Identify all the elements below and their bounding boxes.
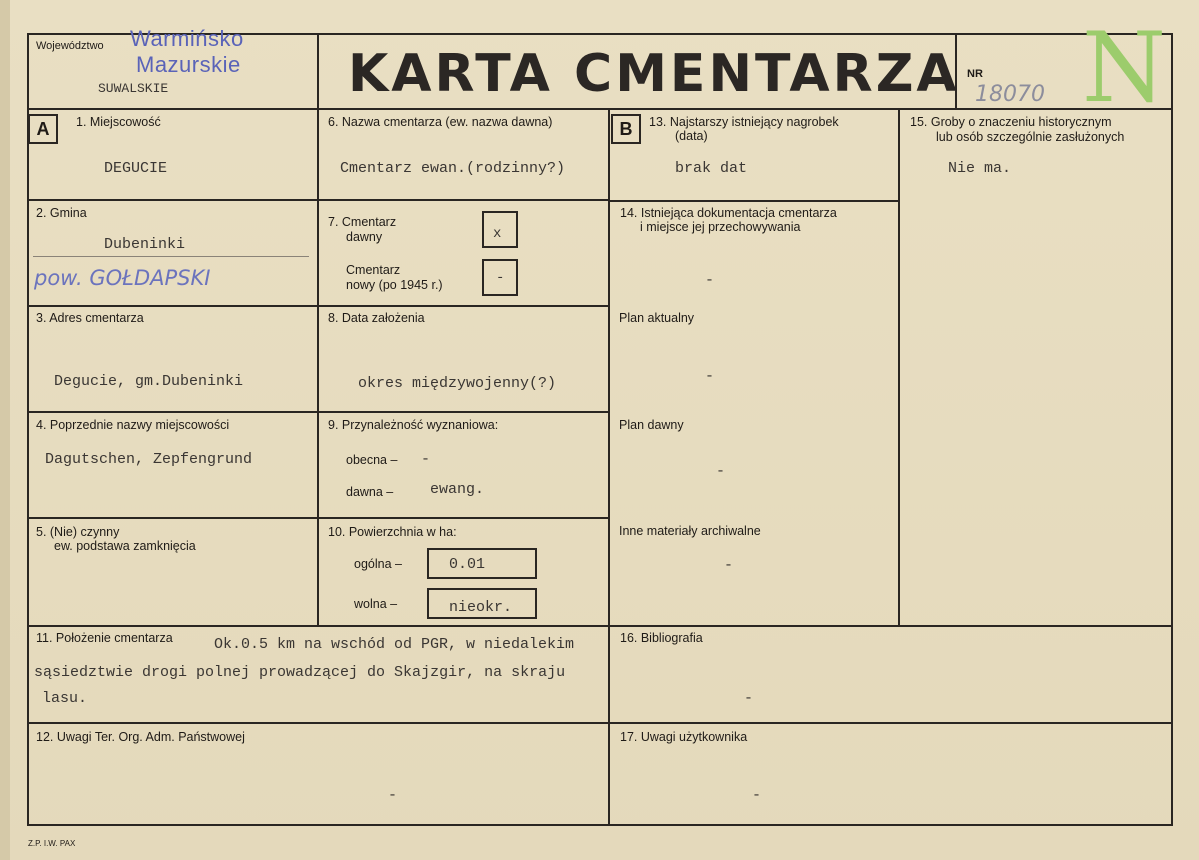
f15-label-line1: 15. Groby o znaczeniu historycznym [910,115,1112,129]
other-archives-value: - [724,557,734,574]
f8-value: okres międzywojenny(?) [358,375,557,392]
f15-label-line2: lub osób szczególnie zasłużonych [936,130,1125,144]
f16-label: 16. Bibliografia [620,631,703,645]
f10-free-label: wolna – [354,597,398,611]
f17-value: - [752,787,762,804]
f16-value: - [744,690,754,707]
row-line-200-b [610,200,898,202]
f10-total-label: ogólna – [354,557,402,571]
row-line-200-left [27,199,610,201]
f13-value: brak dat [675,160,748,177]
f10-total-value: 0.01 [449,556,486,573]
gmina-underline [33,256,309,257]
f7-old-label-line2: dawny [346,230,383,244]
f6-label: 6. Nazwa cmentarza (ew. nazwa dawna) [328,115,553,129]
section-a-box: A [28,114,58,144]
f4-value: Dagutschen, Zepfengrund [45,451,253,468]
row-line-412 [27,411,610,413]
plan-old-label: Plan dawny [619,418,684,432]
f3-value: Degucie, gm.Dubeninki [54,373,244,390]
voivodeship-stamp-line1: Warmińsko [130,26,244,51]
col-divider-3 [898,108,900,626]
frame-left [27,33,29,826]
f9-former-value: ewang. [430,481,485,498]
f11-line2: sąsiedztwie drogi polnej prowadzącej do Skajzgir, na skraju [34,664,566,681]
f13-label-line1: 13. Najstarszy istniejący nagrobek [649,115,839,129]
f14-label-line1: 14. Istniejąca dokumentacja cmentarza [620,206,837,220]
f3-label: 3. Adres cmentarza [36,311,144,325]
f9-current-value: - [421,451,431,468]
f10-label: 10. Powierzchnia w ha: [328,525,457,539]
f8-label: 8. Data założenia [328,311,425,325]
f10-free-value: nieokr. [449,599,513,616]
header-divider [27,108,1173,110]
f5-label-line1: 5. (Nie) czynny [36,525,120,539]
category-mark: N [1082,12,1166,124]
frame-bottom [27,824,1173,826]
f9-current-label: obecna – [346,453,398,467]
f10-total-box [427,548,537,579]
f7-new-value: - [496,270,505,286]
f11-line3: lasu. [42,690,88,707]
f11-label: 11. Położenie cmentarza [36,631,173,645]
f9-former-label: dawna – [346,485,394,499]
section-b-box: B [611,114,641,144]
f14-value: - [705,272,715,289]
f7-old-label-line1: 7. Cmentarz [328,215,397,229]
frame-right [1171,33,1173,826]
nr-label: NR [967,68,983,80]
f6-value: Cmentarz ewan.(rodzinny?) [340,160,566,177]
f5-label-line2: ew. podstawa zamknięcia [54,539,196,553]
voivodeship-typed: SUWALSKIE [98,81,169,96]
f1-value: DEGUCIE [104,160,168,177]
f2-value: Dubeninki [104,236,186,253]
f1-label: 1. Miejscowość [76,115,161,129]
f12-value: - [388,787,398,804]
f7-new-checkbox [482,259,518,296]
page-title: KARTA CMENTARZA [348,44,960,104]
plan-current-label: Plan aktualny [619,311,695,325]
header-vline-1 [317,33,319,110]
row-line-518 [27,517,610,519]
col-divider-1 [317,108,319,626]
f15-value: Nie ma. [948,160,1012,177]
voivodeship-label: Województwo [36,40,104,52]
card-edge [0,0,10,860]
f7-new-label-line2: nowy (po 1945 r.) [346,278,443,292]
printer-imprint: Z.P. I.W. PAX [28,839,76,848]
col-divider-2 [608,108,610,826]
plan-current-value: - [705,368,715,385]
f9-label: 9. Przynależność wyznaniowa: [328,418,499,432]
f13-label-line2: (data) [675,129,708,143]
f2-label: 2. Gmina [36,206,87,220]
f12-label: 12. Uwagi Ter. Org. Adm. Państwowej [36,730,245,744]
f7-new-label-line1: Cmentarz [346,263,401,277]
f4-label: 4. Poprzednie nazwy miejscowości [36,418,230,432]
f7-old-checkbox [482,211,518,248]
row-line-723 [27,722,1173,724]
row-line-626 [27,625,1173,627]
voivodeship-stamp-line2: Mazurskie [136,52,241,77]
nr-value: 18070 [975,82,1045,107]
f14-label-line2: i miejsce jej przechowywania [640,220,801,234]
f11-line1: Ok.0.5 km na wschód od PGR, w niedalekim [214,636,575,653]
f7-old-value: x [493,226,502,242]
plan-old-value: - [716,463,726,480]
row-line-306 [27,305,610,307]
f10-free-box [427,588,537,619]
other-archives-label: Inne materiały archiwalne [619,524,761,538]
f2-powiat: pow. GOŁDAPSKI [34,266,211,290]
f17-label: 17. Uwagi użytkownika [620,730,748,744]
